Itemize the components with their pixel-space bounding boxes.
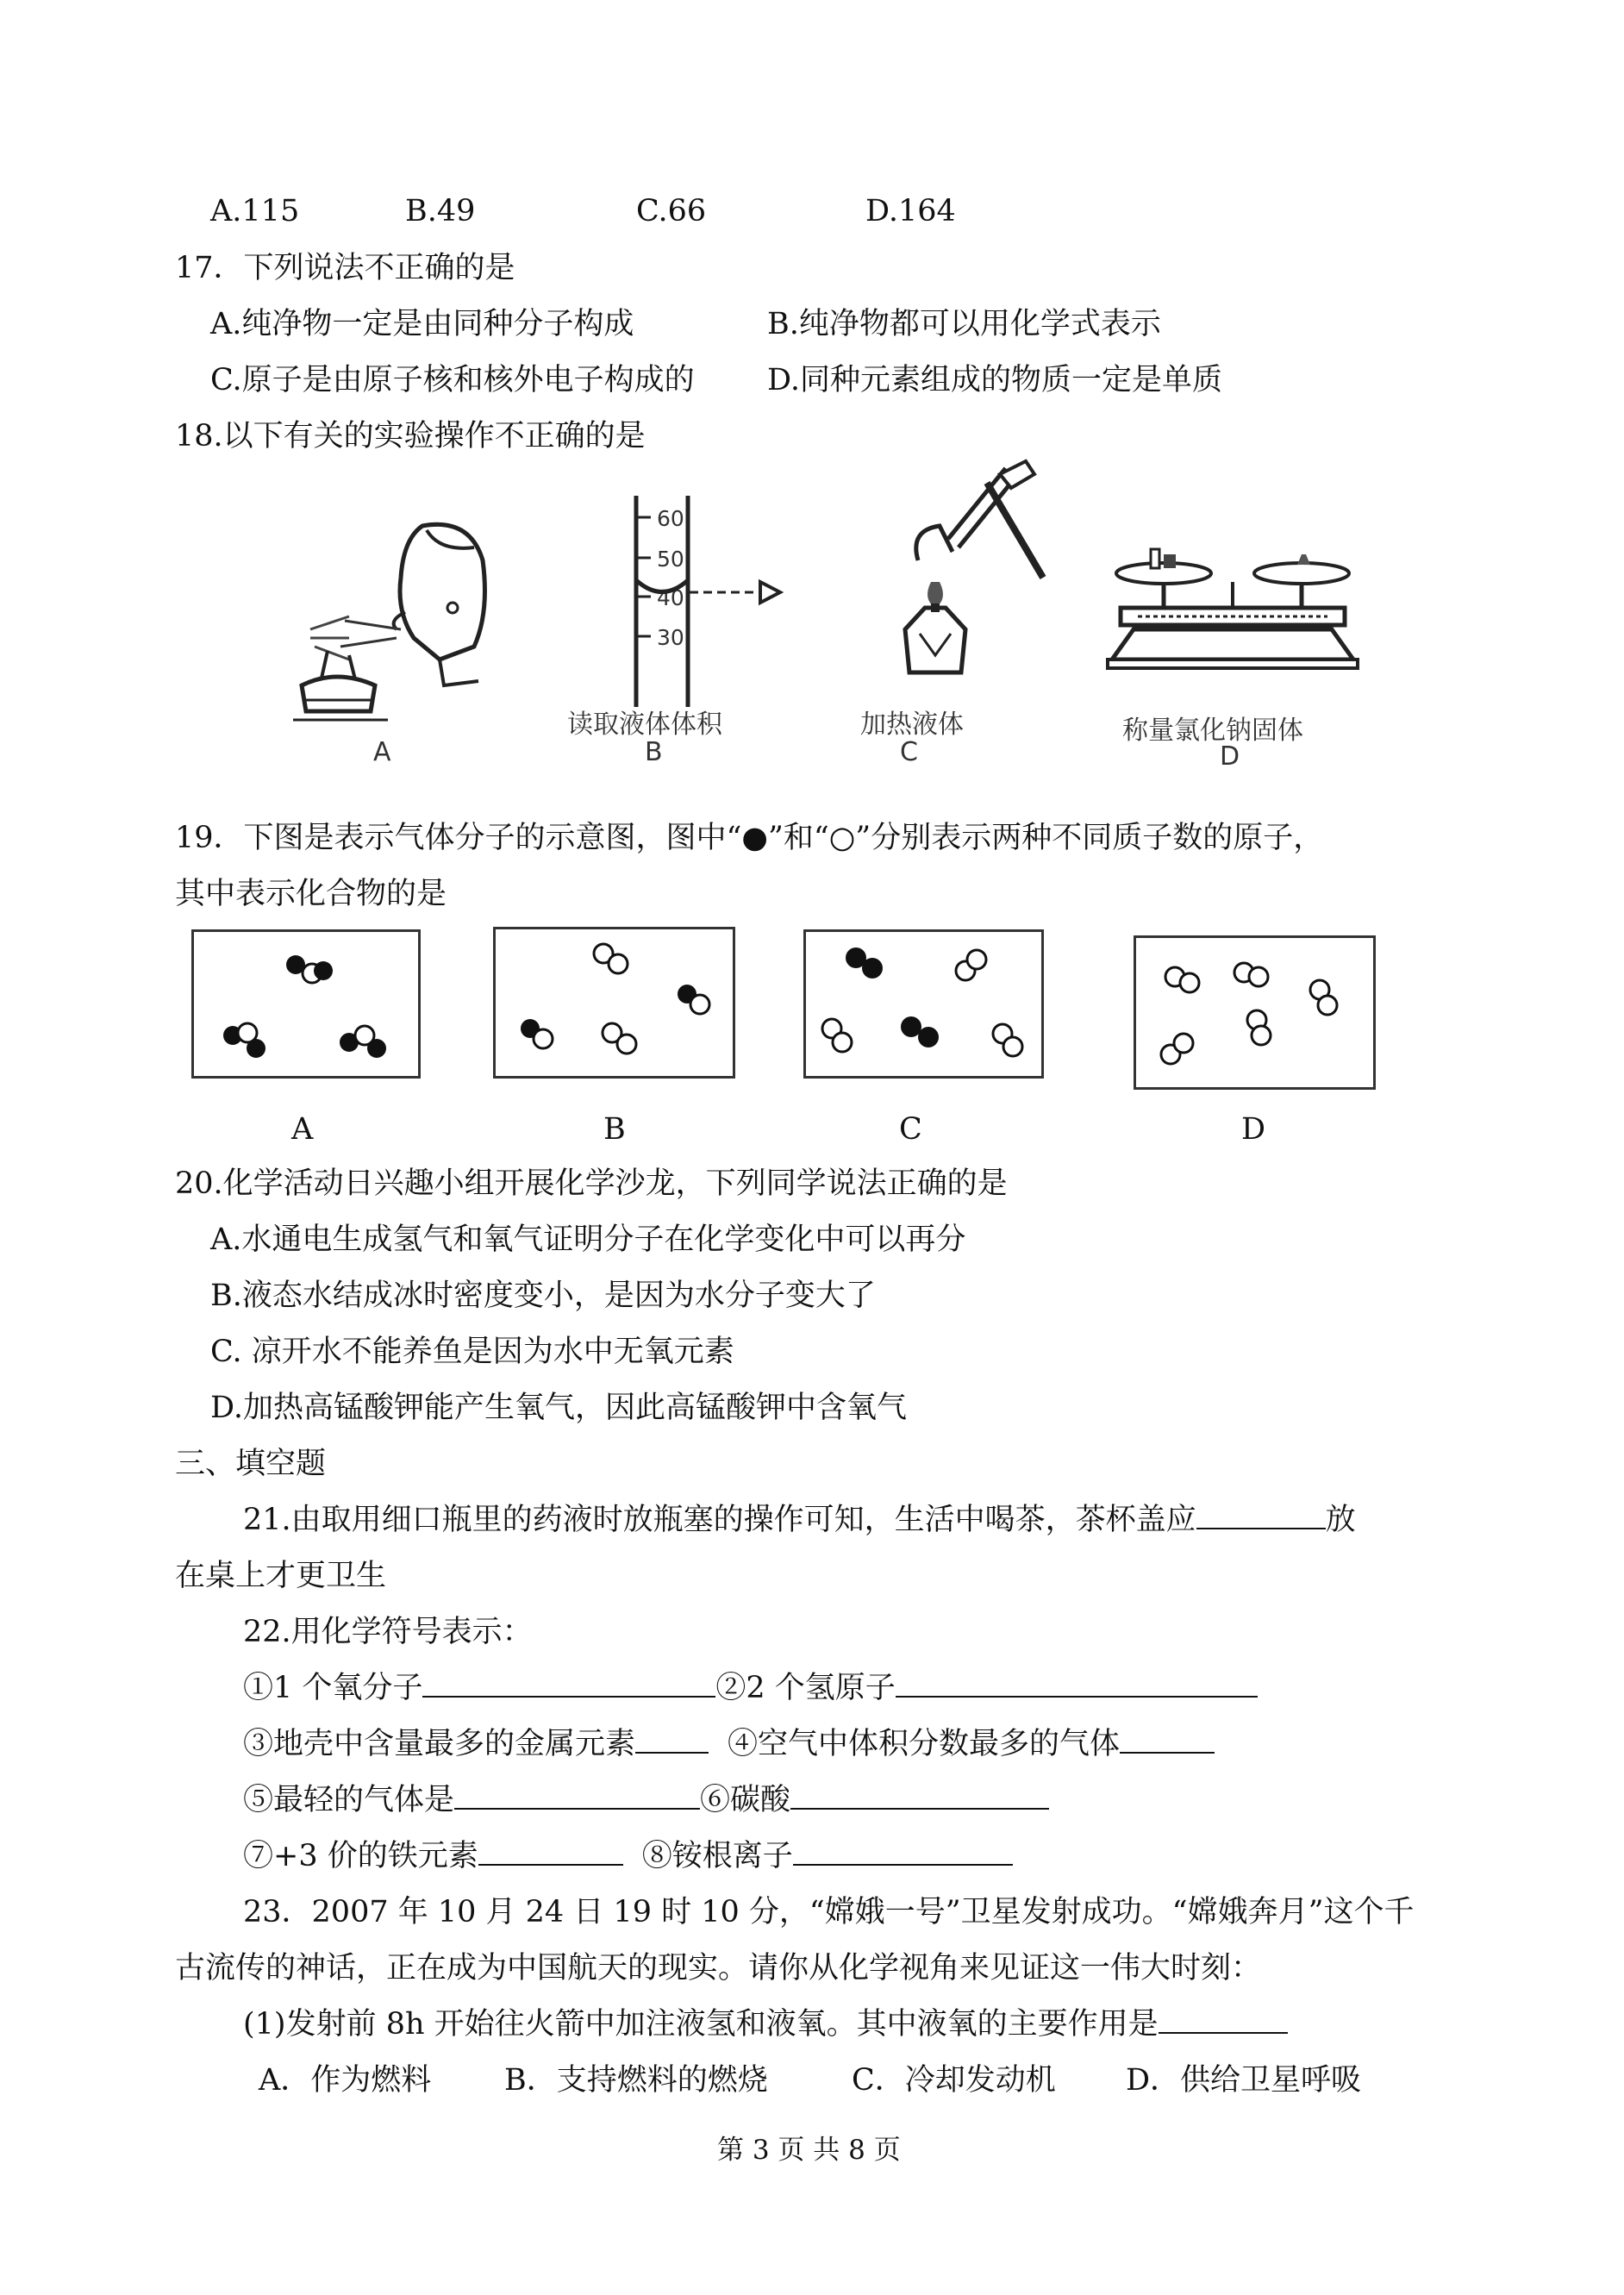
q16-option-c: C.66: [636, 194, 707, 228]
q18-figure-d: [1103, 530, 1362, 685]
q18-figure-a: [267, 509, 491, 724]
q19-box-c: [803, 929, 1044, 1079]
q17-option-a: A.纯净物一定是由同种分子构成: [210, 307, 634, 341]
cylinder-tick-30: 30: [657, 625, 684, 650]
q21-text-end: 放: [1325, 1503, 1356, 1537]
q23-option-a: A．作为燃料: [259, 2063, 432, 2098]
cylinder-tick-50: 50: [657, 547, 684, 572]
q22-blank7[interactable]: [478, 1838, 623, 1866]
q23-sub1-text: (1)发射前 8h 开始往火箭中加注液氢和液氧。其中液氧的主要作用是: [243, 2007, 1159, 2042]
q17-option-d: D.同种元素组成的物质一定是单质: [767, 363, 1222, 397]
q23-sub1: [243, 2004, 1288, 2044]
q17-option-b: B.纯净物都可以用化学式表示: [767, 307, 1161, 341]
q22-blank5[interactable]: [454, 1782, 700, 1810]
q16-option-b: B.49: [405, 194, 476, 228]
q23-option-d: D．供给卫星呼吸: [1126, 2063, 1362, 2098]
q22-item5: ⑤最轻的气体是: [243, 1783, 455, 1817]
q23-option-c: C．冷却发动机: [852, 2063, 1056, 2098]
q20-option-b: B.液态水结成冰时密度变小，是因为水分子变大了: [210, 1279, 876, 1313]
q18-figure-b: [603, 496, 802, 711]
q19-letter-c: C: [899, 1112, 922, 1147]
q20-stem: 20.化学活动日兴趣小组开展化学沙龙，下列同学说法正确的是: [175, 1166, 1008, 1201]
q18-figure-c: [858, 457, 1065, 698]
q18-caption-c: 加热液体: [860, 710, 964, 740]
q20-option-c: C. 凉开水不能养鱼是因为水中无氧元素: [210, 1335, 734, 1369]
page-footer: 第 3 页 共 8 页: [717, 2135, 901, 2166]
q22-item1: ①1 个氧分子: [243, 1671, 423, 1705]
q19-box-b: [493, 927, 735, 1079]
q19-box-a: [191, 929, 421, 1079]
q16-option-a: A.115: [210, 194, 300, 228]
q22-row3: [243, 1780, 1049, 1820]
q23-blank1[interactable]: [1159, 2006, 1288, 2034]
q22-blank8[interactable]: [793, 1838, 1013, 1866]
section-heading: 三、填空题: [175, 1447, 327, 1481]
q18-letter-a: A: [373, 737, 391, 767]
q22-blank4[interactable]: [1120, 1726, 1215, 1754]
q18-caption-d: 称量氯化钠固体: [1122, 716, 1303, 746]
q22-row4: [243, 1836, 1013, 1876]
q16-option-d: D.164: [865, 194, 956, 228]
q19-letter-a: A: [291, 1112, 314, 1147]
q22-blank3[interactable]: [635, 1726, 709, 1754]
q23-line2: 古流传的神话，正在成为中国航天的现实。请你从化学视角来见证这一伟大时刻：: [175, 1951, 1262, 1985]
q22-item6: ⑥碳酸: [700, 1783, 791, 1817]
cylinder-tick-60: 60: [657, 506, 684, 531]
q22-item4: ④空气中体积分数最多的气体: [728, 1727, 1121, 1761]
q22-blank2[interactable]: [896, 1670, 1258, 1698]
q18-letter-b: B: [645, 737, 663, 767]
q19-letter-d: D: [1241, 1112, 1266, 1147]
q23-option-b: B．支持燃料的燃烧: [504, 2063, 768, 2098]
q19-letter-b: B: [603, 1112, 626, 1147]
q22-blank1[interactable]: [422, 1670, 715, 1698]
q18-letter-c: C: [900, 737, 918, 767]
q21-text: 21.由取用细口瓶里的药液时放瓶塞的操作可知，生活中喝茶，茶杯盖应: [243, 1503, 1196, 1537]
q17-option-c: C.原子是由原子核和核外电子构成的: [210, 363, 695, 397]
q22-item8: ⑧铵根离子: [641, 1839, 793, 1873]
q23-line1: 23．2007 年 10 月 24 日 19 时 10 分，“嫦娥一号”卫星发射成功。“嫦娥奔月”这个千: [243, 1895, 1415, 1929]
q20-option-a: A.水通电生成氢气和氧气证明分子在化学变化中可以再分: [210, 1223, 966, 1257]
q19-stem-line2: 其中表示化合物的是: [175, 877, 447, 911]
q18-caption-b: 读取液体体积: [567, 710, 722, 740]
q19-stem-line1: 19．下图是表示气体分子的示意图，图中“●”和“○”分别表示两种不同质子数的原子，: [175, 821, 1324, 855]
q22-row2: [243, 1724, 1215, 1764]
q22-item2: ②2 个氢原子: [715, 1671, 896, 1705]
q21-blank[interactable]: [1196, 1502, 1326, 1529]
q19-box-d: [1134, 935, 1376, 1090]
q21-line1: [243, 1500, 1356, 1540]
q22-row1: [243, 1668, 1258, 1708]
q22-item3: ③地壳中含量最多的金属元素: [243, 1727, 636, 1761]
q22-item7: ⑦+3 价的铁元素: [243, 1839, 478, 1873]
q18-stem: 18.以下有关的实验操作不正确的是: [175, 419, 646, 453]
q20-option-d: D.加热高锰酸钾能产生氧气，因此高锰酸钾中含氧气: [210, 1391, 907, 1425]
q18-letter-d: D: [1220, 741, 1240, 772]
q21-line2: 在桌上才更卫生: [175, 1559, 387, 1593]
q17-stem: 17．下列说法不正确的是: [175, 251, 515, 285]
cylinder-tick-40: 40: [657, 585, 684, 610]
q22-stem: 22.用化学符号表示：: [243, 1615, 533, 1649]
q22-blank6[interactable]: [790, 1782, 1049, 1810]
